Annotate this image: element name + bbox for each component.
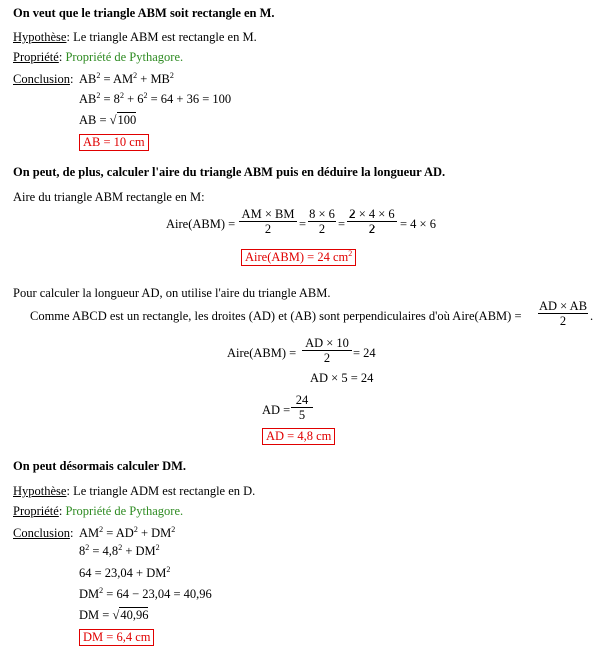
section4-conclusion-label (13, 526, 73, 540)
fraction-cancelled: $\frac{2 \times 4 \times 6}{2}$ (347, 207, 397, 236)
result-ab: AB = 10 cm (79, 134, 149, 151)
ad-lhs: AD = (262, 403, 291, 417)
hypothesis-label: Hypothèse (13, 484, 67, 498)
aire-rhs: = 4 × 6 (400, 217, 436, 231)
section3-sentence: Comme ABCD est un rectangle, les droites (AD) et (AB) sont perpendiculaires d'où Aire(ABM) = (30, 309, 522, 323)
result-ad: AD = 4,8 cm (262, 428, 335, 445)
fraction-8x6: $\frac{8 \times 6}{2}$ (309, 207, 335, 236)
section1-property (13, 50, 183, 64)
fraction-am-bm: $\frac{AM \times BM}{2}$ (239, 207, 297, 236)
result-dm: DM = 6,4 cm (79, 629, 154, 646)
property-label: Propriété (13, 504, 59, 518)
section4-property (13, 504, 183, 518)
equation-ab-sqrt: AB = √100 (79, 113, 137, 127)
property-colon: : (58, 50, 66, 64)
equation-ab2: $AB^2 = AM^2 + MB^2$ (79, 71, 174, 86)
hypothesis-text: : Le triangle ABM est rectangle en M. (66, 30, 257, 44)
equation-64: $64 = 23,04 + DM^2$ (79, 565, 171, 580)
hypothesis-text: : Le triangle ADM est rectangle en D. (66, 484, 256, 498)
section1-heading: On veut que le triangle ABM soit rectangle en M. (13, 6, 275, 20)
section2-intro: Aire du triangle ABM rectangle en M: (13, 190, 205, 204)
conclusion-colon: : (69, 72, 74, 86)
equation-am2: $AM^2 = AD^2 + DM^2$ (79, 525, 176, 540)
equals-sign-2: = (338, 217, 346, 231)
section3-intro: Pour calculer la longueur AD, on utilise l'aire du triangle ABM. (13, 286, 331, 300)
property-label: Propriété (13, 50, 59, 64)
equals-24: = 24 (353, 346, 376, 360)
conclusion-label: Conclusion (13, 72, 70, 86)
hypothesis-label: Hypothèse (13, 30, 67, 44)
sqrt-icon: √ (112, 608, 120, 622)
equation-8-squared: $8^2 = 4,8^2 + DM^2$ (79, 543, 160, 558)
sentence-dot: . (590, 309, 594, 323)
equation-dm2: $DM^2 = 64 - 23,04 = 40,96$ (79, 586, 212, 601)
conclusion-colon: : (69, 526, 74, 540)
fraction-24-5: $\frac{24}{5}$ (291, 393, 313, 422)
equation-dm-sqrt: DM = √40,96 (79, 608, 149, 622)
property-colon: : (58, 504, 66, 518)
equals-sign: = (299, 217, 307, 231)
property-text: Propriété de Pythagore. (65, 504, 184, 518)
section2-heading: On peut, de plus, calculer l'aire du triangle ABM puis en déduire la longueur AD. (13, 165, 446, 179)
result-aire: Aire(ABM) = 24 $cm^2$ (241, 249, 356, 266)
aire-lhs-2: Aire(ABM) = (227, 346, 297, 360)
equation-ab2-values: $AB^2 = 8^2 + 6^2 = 64 + 36 = 100$ (79, 91, 232, 106)
aire-lhs: Aire(ABM) = (166, 217, 236, 231)
equation-ad5: AD × 5 = 24 (310, 371, 374, 385)
conclusion-label: Conclusion (13, 526, 70, 540)
property-text: Propriété de Pythagore. (65, 50, 184, 64)
fraction-ad-ab: $\frac{AD \times AB}{2}$ (539, 299, 588, 328)
sqrt-icon: √ (109, 113, 117, 127)
section1-conclusion-label (13, 72, 73, 86)
section4-hypothesis (13, 484, 255, 498)
fraction-ad-10: $\frac{AD \times 10}{2}$ (302, 336, 352, 365)
section1-hypothesis (13, 30, 257, 44)
section4-heading: On peut désormais calculer DM. (13, 459, 187, 473)
